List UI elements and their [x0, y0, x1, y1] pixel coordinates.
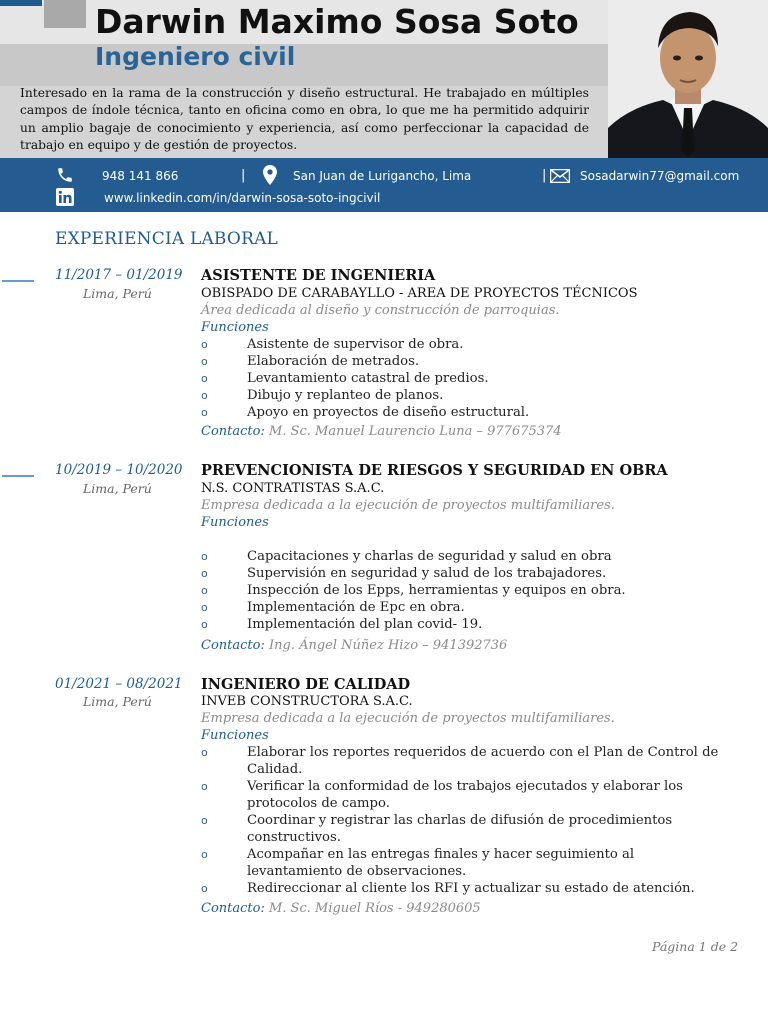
- list-item: o Redireccionar al cliente los RFI y actualizar su estado de atención.: [201, 881, 695, 896]
- page-number: Página 1 de 2: [652, 939, 739, 954]
- bullet-icon: o: [201, 618, 208, 631]
- candidate-name: Darwin Maximo Sosa Soto: [95, 2, 579, 41]
- list-item: o Elaboración de metrados.: [201, 354, 420, 369]
- entry-contact: [201, 424, 562, 439]
- list-item: o Implementación de Epc en obra.: [201, 600, 465, 615]
- linkedin-icon: [56, 188, 74, 209]
- bullet-icon: o: [201, 338, 208, 351]
- functions-label: Funciones: [201, 515, 269, 530]
- bullet-icon: o: [201, 355, 208, 368]
- bullet-icon: o: [201, 746, 208, 759]
- contact-value: M. Sc. Miguel Ríos - 949280605: [268, 901, 481, 916]
- bullet-icon: o: [201, 814, 208, 827]
- entry-place: Lima, Perú: [83, 481, 152, 496]
- list-item: o Apoyo en proyectos de diseño estructural.: [201, 405, 530, 420]
- entry-description: Empresa dedicada a la ejecución de proyectos multifamiliares.: [201, 711, 615, 726]
- list-item: o Implementación del plan covid- 19.: [201, 617, 483, 632]
- list-item: o Elaborar los reportes requeridos de acuerdo con el Plan de Control de Calidad.: [201, 745, 719, 777]
- contact-label: Contacto:: [201, 424, 265, 439]
- envelope-icon: [550, 169, 570, 186]
- decor-grey-block: [44, 0, 86, 28]
- phone-icon: [56, 166, 74, 187]
- entry-marker: [2, 475, 34, 477]
- functions-label: Funciones: [201, 320, 269, 335]
- bullet-icon: o: [201, 406, 208, 419]
- contact-value: M. Sc. Manuel Laurencio Luna – 977675374: [268, 424, 562, 439]
- entry-dates: 10/2019 – 10/2020: [55, 462, 183, 478]
- list-item: o Levantamiento catastral de predios.: [201, 371, 489, 386]
- contact-label: Contacto:: [201, 901, 265, 916]
- list-item: o Capacitaciones y charlas de seguridad y salud en obra: [201, 549, 612, 564]
- bullet-icon: o: [201, 601, 208, 614]
- list-item: o Acompañar en las entregas finales y hacer seguimiento al levantamiento de observaciones.: [201, 847, 635, 879]
- decor-blue-block: [0, 0, 42, 6]
- entry-company: N.S. CONTRATISTAS S.A.C.: [201, 481, 385, 496]
- entry-place: Lima, Perú: [83, 286, 152, 301]
- functions-list: [201, 744, 731, 897]
- bullet-icon: o: [201, 584, 208, 597]
- entry-marker: [2, 280, 34, 282]
- list-item: o Dibujo y replanteo de planos.: [201, 388, 444, 403]
- bullet-icon: o: [201, 567, 208, 580]
- profile-photo: [608, 0, 768, 158]
- contact-bar: [0, 158, 768, 212]
- list-item: o Coordinar y registrar las charlas de difusión de procedimientos constructivos.: [201, 813, 673, 845]
- entry-contact: [201, 638, 507, 653]
- list-item: o Verificar la conformidad de los trabajos ejecutados y elaborar los protocolos de campo.: [201, 779, 683, 811]
- list-item: o Inspección de los Epps, herramientas y equipos en obra.: [201, 583, 626, 598]
- contact-label: Contacto:: [201, 638, 265, 653]
- entry-title: PREVENCIONISTA DE RIESGOS Y SEGURIDAD EN OBRA: [201, 462, 668, 479]
- bullet-icon: o: [201, 780, 208, 793]
- linkedin-link[interactable]: www.linkedin.com/in/darwin-sosa-soto-ingcivil: [104, 191, 381, 205]
- entry-place: Lima, Perú: [83, 694, 152, 709]
- profile-summary: Interesado en la rama de la construcción y diseño estructural. He trabajado en múltiples campos de índole técnica, tanto en oficina como en obra, lo que me ha permitido adquirir un amplio bagaje de conocimiento y experiencia, así como perfeccionar la capacidad de trabajo en equipo y de gestión de proyectos.: [20, 86, 589, 153]
- bullet-icon: o: [201, 882, 208, 895]
- entry-dates: 01/2021 – 08/2021: [55, 676, 183, 692]
- separator: |: [542, 168, 547, 183]
- bullet-icon: o: [201, 372, 208, 385]
- portrait-illustration: [608, 0, 768, 158]
- phone-number[interactable]: 948 141 866: [102, 169, 179, 183]
- list-item: o Asistente de supervisor de obra.: [201, 337, 464, 352]
- entry-title: INGENIERO DE CALIDAD: [201, 676, 411, 693]
- location-text: San Juan de Lurigancho, Lima: [293, 169, 472, 183]
- bullet-icon: o: [201, 550, 208, 563]
- location-pin-icon: [262, 165, 278, 188]
- entry-description: Área dedicada al diseño y construcción de parroquias.: [201, 303, 560, 318]
- entry-company: OBISPADO DE CARABAYLLO - AREA DE PROYECTOS TÉCNICOS: [201, 286, 638, 301]
- header-role-band: [0, 44, 608, 86]
- bullet-icon: o: [201, 848, 208, 861]
- list-item: o Supervisión en seguridad y salud de los trabajadores.: [201, 566, 607, 581]
- entry-description: Empresa dedicada a la ejecución de proyectos multifamiliares.: [201, 498, 615, 513]
- email-link[interactable]: Sosadarwin77@gmail.com: [580, 169, 740, 183]
- candidate-role: Ingeniero civil: [95, 42, 296, 71]
- section-title-experience: EXPERIENCIA LABORAL: [55, 229, 279, 249]
- entry-title: ASISTENTE DE INGENIERIA: [201, 267, 436, 284]
- functions-label: Funciones: [201, 728, 269, 743]
- contact-value: Ing. Ángel Núñez Hizo – 941392736: [268, 638, 508, 653]
- functions-list: [201, 548, 741, 633]
- functions-list: [201, 336, 741, 421]
- entry-contact: [201, 901, 481, 916]
- bullet-icon: o: [201, 389, 208, 402]
- separator: |: [241, 168, 246, 183]
- entry-dates: 11/2017 – 01/2019: [55, 267, 183, 283]
- entry-company: INVEB CONSTRUCTORA S.A.C.: [201, 694, 413, 709]
